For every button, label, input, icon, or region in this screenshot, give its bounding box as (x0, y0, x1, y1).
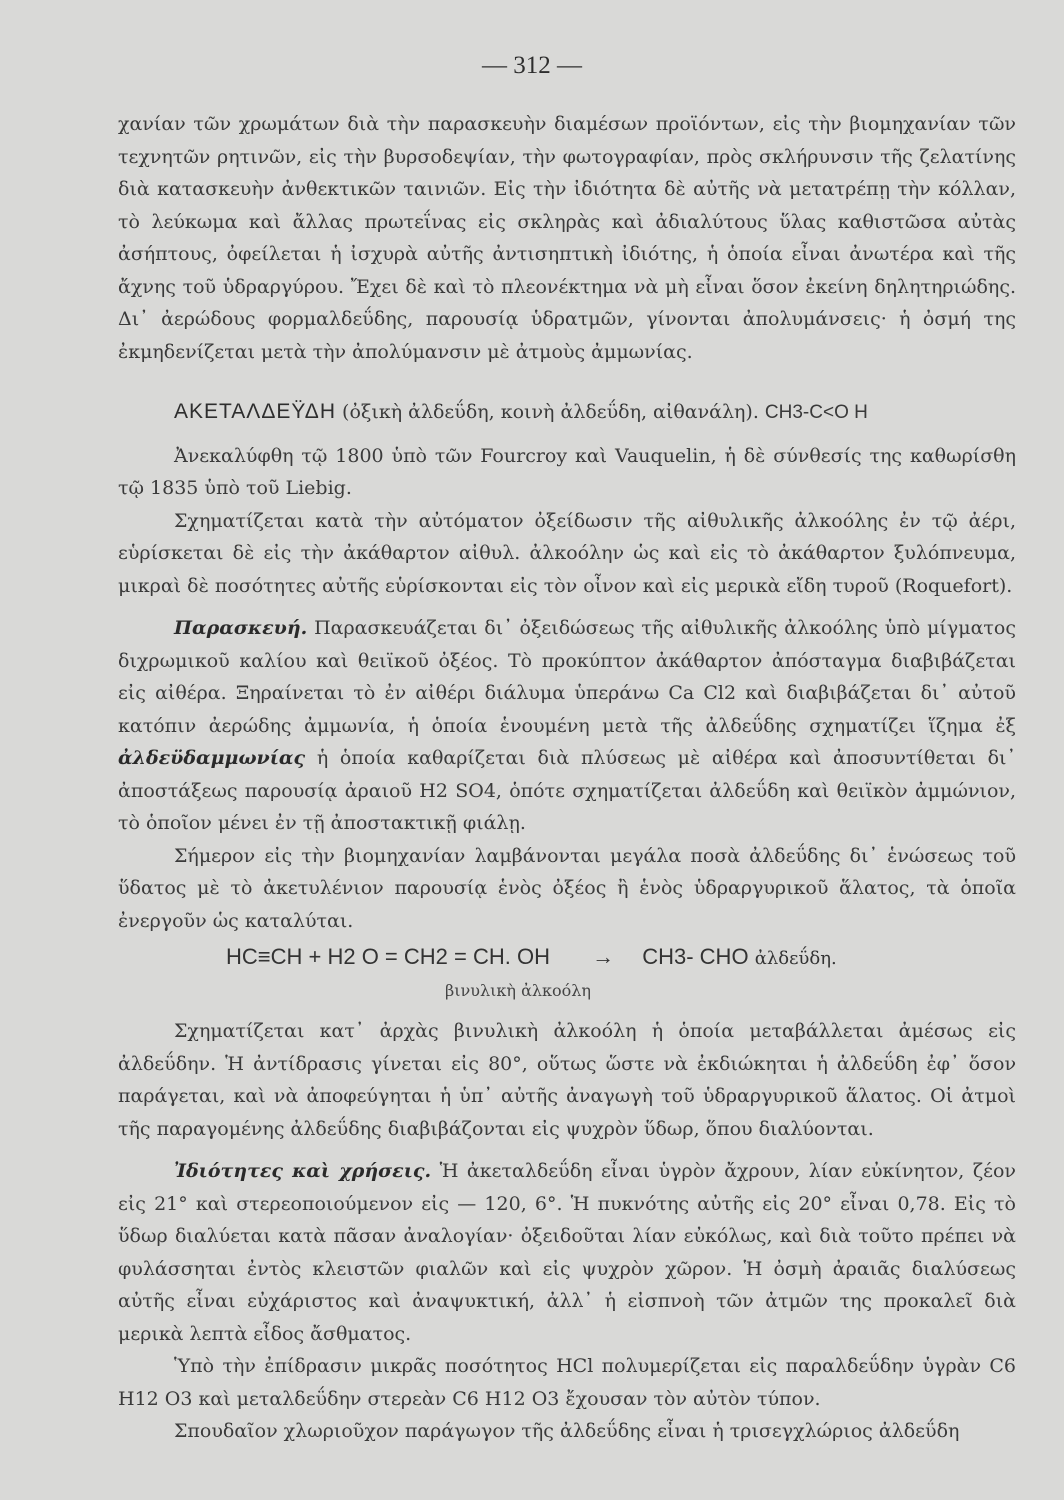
heading-synonyms: (ὀξικὴ ἀλδεΰδη, κοινὴ ἀλδεΰδη, αἰθανάλη). (342, 401, 759, 423)
preparation-bold-term: ἀλδεϋδαμμωνίας (118, 747, 306, 769)
paragraph-preparation (118, 612, 1016, 840)
paragraph-mechanism: Σχηματίζεται κατ᾽ ἀρχὰς βινυλικὴ ἀλκοόλη ἡ ὁποία μεταβάλλεται ἀμέσως εἰς ἀλδεΰδην. Ἡ ἀντίδρασις γίνεται εἰς 80°, οὕτως ὥστε νὰ ἐκδιώκηται ἡ ἀλδεΰδη ἐφ᾽ ὅσον παράγεται, καὶ νὰ ἀποφεύγηται ἡ ὑπ᾽ αὐτῆς ἀναγωγὴ τοῦ ὑδραργυρικοῦ ἅλατος. Οἱ ἀτμοὶ τῆς παραγομένης ἀλδεΰδης διαβιβάζονται εἰς ψυχρὸν ὕδωρ, ὅπου διαλύονται. (118, 1020, 1016, 1140)
text-column (118, 108, 1016, 1448)
paragraph-formaldehyde-uses: χανίαν τῶν χρωμάτων διὰ τὴν παρασκευὴν διαμέσων προϊόντων, εἰς τὴν βιομηχανίαν τῶν τεχνητῶν ρητινῶν, εἰς τὴν βυρσοδεψίαν, τὴν φωτογραφίαν, πρὸς σκλήρυνσιν τῆς ζελατίνης διὰ κατασκευὴν ἀνθεκτικῶν ταινιῶν. Εἰς τὴν ἰδιότητα δὲ αὐτῆς νὰ μετατρέπῃ τὴν κόλλαν, τὸ λεύκωμα καὶ ἄλλας πρωτεΐνας εἰς σκληρὰς καὶ ἀδιαλύτους ὕλας καθιστῶσα αὐτὰς ἀσήπτους, ὀφείλεται ἡ ἰσχυρὰ αὐτῆς ἀντισηπτικὴ ἰδιότης, ἡ ὁποία εἶναι ἀνωτέρα καὶ τῆς ἄχνης τοῦ ὑδραργύρου. Ἔχει δὲ καὶ τὸ πλεονέκτημα νὰ μὴ εἶναι ὅσον ἐκείνη δηλητηριώδης. Δι᾽ ἀερώδους φορμαλδεΰδης, παρουσίᾳ ὑδρατμῶν, γίνονται ἀπολυμάνσεις· ἡ ὀσμή της ἐκμηδενίζεται μετὰ τὴν ἀπολύμανσιν μὲ ἀτμοὺς ἀμμωνίας. (118, 113, 1016, 363)
reaction-equation (118, 941, 1016, 1013)
properties-text: Ἡ ἀκεταλδεΰδη εἶναι ὑγρὸν ἄχρουν, λίαν εὐκίνητον, ζέον εἰς 21° καὶ στερεοποιούμενον εἰς — 120, 6°. Ἡ πυκνότης αὐτῆς εἰς 20° εἶναι 0,78. Εἰς τὸ ὕδωρ διαλύεται κατὰ πᾶσαν ἀναλογίαν· ὀξειδοῦται λίαν εὐκόλως, καὶ διὰ τοῦτο πρέπει νὰ φυλάσσηται ἐντὸς κλειστῶν φιαλῶν καὶ εἰς ψυχρὸν χῶρον. Ἡ ὀσμὴ ἀραιᾶς διαλύσεως αὐτῆς εἶναι εὐχάριστος καὶ ἀναψυκτική, ἀλλ᾽ ἡ εἰσπνοὴ τῶν ἀτμῶν της προκαλεῖ διὰ μερικὰ λεπτὰ εἶδος ἄσθματος. (118, 1160, 1016, 1345)
paragraph-occurrence: Σχηματίζεται κατὰ τὴν αὐτόματον ὀξείδωσιν τῆς αἰθυλικῆς ἀλκοόλης ἐν τῷ ἀέρι, εὑρίσκεται δὲ εἰς τὴν ἀκάθαρτον αἰθυλ. ἀλκοόλην ὡς καὶ εἰς τὸ ἀκάθαρτον ξυλόπνευμα, μικραὶ δὲ ποσότητες αὐτῆς εὑρίσκονται εἰς τὸν οἶνον καὶ εἰς μερικὰ εἴδη τυροῦ (Roquefort). (118, 509, 1016, 597)
paragraph-properties (118, 1155, 1016, 1350)
properties-lead: Ἰδιότητες καὶ χρήσεις. (174, 1160, 432, 1182)
reaction-formula (226, 941, 837, 976)
preparation-text-end: ἡ ὁποία καθαρίζεται διὰ πλύσεως μὲ αἰθέρα καὶ ἀποσυντίθεται δι᾽ ἀποστάξεως παρουσίᾳ ἀραιοῦ H2 SO4, ὁπότε σχηματίζεται ἀλδεΰδη καὶ θειϊκὸν ἀμμώνιον, τὸ ὁποῖον μένει ἐν τῇ ἀποστακτικῇ φιάλῃ. (118, 747, 1017, 834)
reaction-rhs-label: ἀλδεΰδη. (754, 948, 837, 969)
page-number: — 312 — (482, 52, 582, 79)
section-heading-acetaldehyde (118, 396, 1016, 430)
heading-formula: CH3-C<O H (764, 402, 868, 423)
paragraph-discovery: Ἀνεκαλύφθη τῷ 1800 ὑπὸ τῶν Fourcroy καὶ Vauquelin, ἡ δὲ σύνθεσίς της καθωρίσθη τῷ 1835 ὑπὸ τοῦ Liebig. (118, 444, 1016, 499)
reaction-arrow-icon: → (592, 944, 615, 969)
reaction-rhs: CH3- CHO (642, 944, 749, 969)
preparation-lead: Παρασκευή. (174, 617, 308, 639)
reaction-lhs: HC≡CH + H2 O = CH2 = CH. OH (226, 944, 550, 969)
paragraph-chloral: Σπουδαῖον χλωριοῦχον παράγωγον τῆς ἀλδεΰδης εἶναι ἡ τρισεγχλώριος ἀλδεΰδη (174, 1420, 960, 1442)
heading-title: ΑΚΕΤΑΛΔΕΫΔΗ (174, 400, 336, 423)
reaction-note: βινυλικὴ ἀλκοόλη (445, 981, 591, 1000)
paragraph-polymerization: Ὑπὸ τὴν ἐπίδρασιν μικρᾶς ποσότητος HCl πολυμερίζεται εἰς παραλδεΰδην ὑγρὰν C6 H12 O3 καὶ μεταλδεΰδην στερεὰν C6 H12 O3 ἔχουσαν τὸν αὐτὸν τύπον. (118, 1355, 1016, 1410)
preparation-text: Παρασκευάζεται δι᾽ ὀξειδώσεως τῆς αἰθυλικῆς ἀλκοόλης ὑπὸ μίγματος διχρωμικοῦ καλίου καὶ θειϊκοῦ ὀξέος. Τὸ προκύπτον ἀκάθαρτον ἀπόσταγμα διαβιβάζεται εἰς αἰθέρα. Ξηραίνεται τὸ ἐν αἰθέρι διάλυμα ὑπεράνω Ca Cl2 καὶ διαβιβάζεται δι᾽ αὐτοῦ κατόπιν ἀερώδης ἀμμωνία, ἡ ὁποία ἑνουμένη μετὰ τῆς ἀλδεΰδης σχηματίζει ἵζημα ἐξ (118, 617, 1016, 737)
paragraph-industrial: Σήμερον εἰς τὴν βιομηχανίαν λαμβάνονται μεγάλα ποσὰ ἀλδεΰδης δι᾽ ἑνώσεως τοῦ ὕδατος μὲ τὸ ἀκετυλένιον παρουσίᾳ ἑνὸς ὀξέος ἢ ἑνὸς ὑδραργυρικοῦ ἅλατος, τὰ ὁποῖα ἐνεργοῦν ὡς καταλύται. (118, 844, 1016, 932)
